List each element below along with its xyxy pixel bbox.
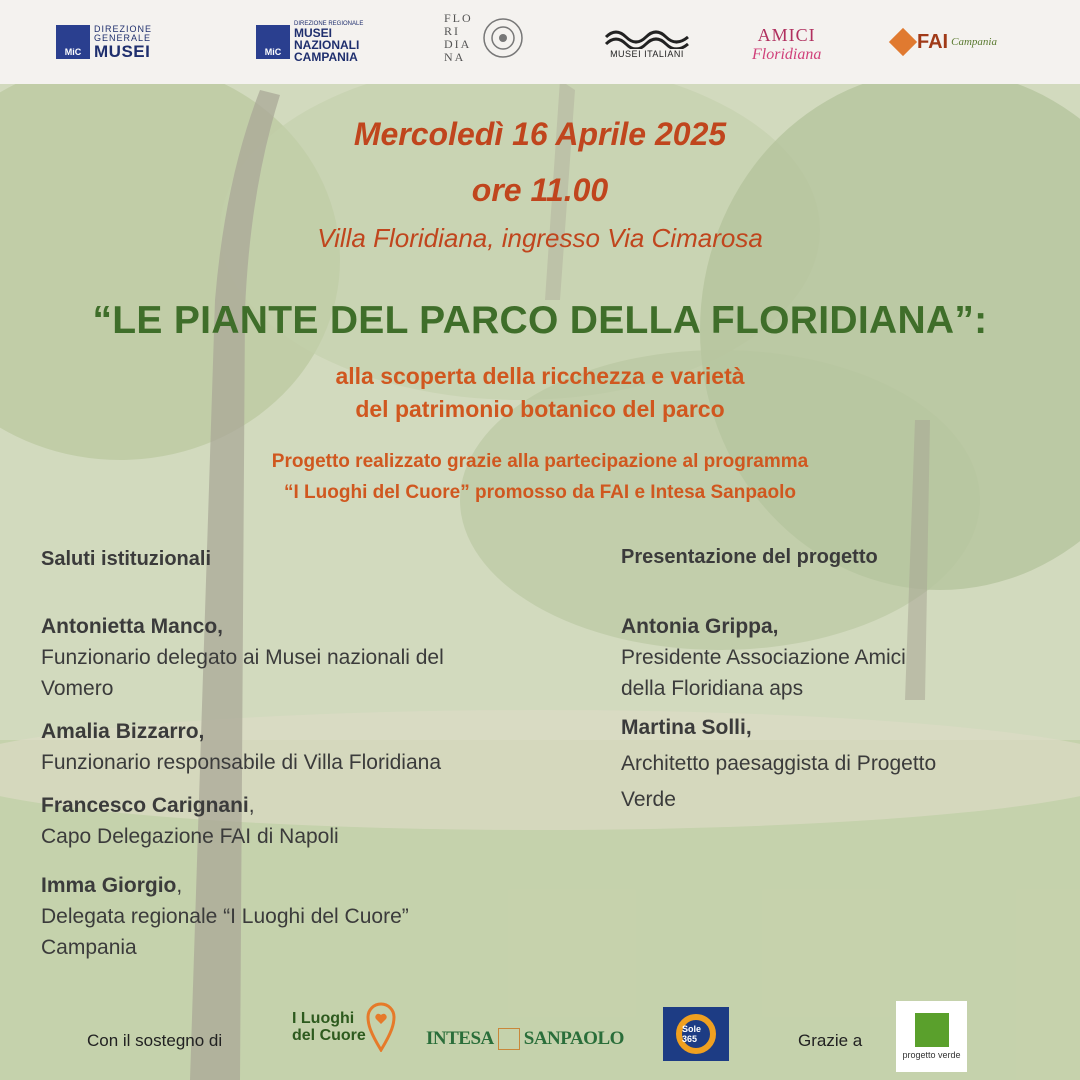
logo-line: FAI — [917, 30, 949, 53]
logo-line: INTESA — [426, 1028, 494, 1049]
speaker-name: Francesco Carignani, — [41, 794, 255, 817]
speaker-role: della Floridiana aps — [621, 677, 804, 700]
event-subtitle: del patrimonio botanico del parco — [355, 396, 725, 422]
speaker-name: Antonia Grippa, — [621, 615, 779, 638]
logo-line: del Cuore — [292, 1027, 366, 1044]
project-note: Progetto realizzato grazie alla partecipazione al programma — [271, 451, 809, 472]
logo-line: I Luoghi — [292, 1010, 355, 1027]
project-presentation-column — [621, 542, 1051, 815]
logo-line: CAMPANIA — [294, 50, 358, 64]
speaker-name: Martina Solli, — [621, 716, 752, 739]
logo-line: MUSEI — [94, 41, 151, 61]
speaker-role: Vomero — [41, 677, 114, 700]
arrows-icon — [915, 1013, 949, 1047]
logo-line: FLO — [444, 11, 473, 25]
logo-bar — [0, 0, 1080, 84]
logo-line: Floridiana — [752, 45, 822, 63]
speaker-name: Antonietta Manco, — [41, 615, 223, 638]
speaker-role: Capo Delegazione FAI di Napoli — [41, 825, 339, 848]
event-date: Mercoledì 16 Aprile 2025 — [353, 116, 727, 152]
logo-line: DIREZIONE — [94, 23, 153, 34]
fai-logo — [893, 18, 997, 66]
location-heart-icon — [366, 1002, 396, 1052]
logo-line: MUSEI ITALIANI — [610, 49, 684, 59]
event-subtitle: alla scoperta della ricchezza e varietà — [335, 363, 745, 389]
speaker-role: Campania — [41, 936, 137, 959]
logo-line: Campania — [951, 36, 997, 48]
mic-badge: MiC — [256, 25, 290, 59]
institutional-greetings-column — [41, 544, 611, 963]
logo-line: GENERALE — [94, 32, 152, 43]
waves-icon — [604, 25, 690, 49]
luoghi-del-cuore-logo — [292, 1002, 396, 1052]
project-note: “I Luoghi del Cuore” promosso da FAI e Intesa Sanpaolo — [283, 482, 796, 503]
logo-line: NA — [444, 50, 466, 64]
intesa-sanpaolo-logo — [426, 1028, 624, 1050]
sole-365-logo — [663, 1007, 729, 1061]
speaker-role: Presidente Associazione Amici — [621, 646, 906, 669]
direzione-generale-musei-logo — [56, 18, 152, 66]
fai-mark-icon — [889, 28, 917, 56]
event-time: ore 11.00 — [471, 172, 609, 208]
mic-badge: MiC — [56, 25, 90, 59]
progetto-verde-logo — [896, 1001, 967, 1072]
rosette-icon — [480, 15, 526, 61]
speaker-role: Verde — [621, 788, 676, 811]
logo-line: DIA — [444, 37, 472, 51]
speaker-role: Funzionario responsabile di Villa Floridiana — [41, 751, 442, 774]
column-heading: Saluti istituzionali — [41, 548, 212, 570]
speaker-role: Delegata regionale “I Luoghi del Cuore” — [41, 905, 409, 928]
amici-floridiana-logo — [752, 20, 821, 68]
speaker-name: Amalia Bizzarro, — [41, 720, 205, 743]
thanks-label: Grazie a — [798, 1031, 863, 1050]
support-label: Con il sostegno di — [87, 1031, 223, 1050]
logo-line: progetto verde — [902, 1050, 961, 1060]
logo-line: SANPAOLO — [523, 1028, 624, 1049]
speaker-role: Architetto paesaggista di Progetto — [621, 752, 937, 775]
event-venue: Villa Floridiana, ingresso Via Cimarosa — [317, 223, 763, 253]
event-title: “LE PIANTE DEL PARCO DELLA FLORIDIANA”: — [92, 299, 988, 342]
musei-italiani-logo — [604, 18, 690, 66]
logo-line: AMICI — [757, 24, 816, 45]
logo-line: NAZIONALI — [294, 38, 360, 52]
column-heading: Presentazione del progetto — [621, 546, 878, 568]
speaker-role: Funzionario delegato ai Musei nazionali del — [41, 646, 444, 669]
logo-line: DIREZIONE REGIONALE — [294, 21, 364, 27]
logo-line: Sole 365 — [676, 1014, 716, 1054]
direzione-regionale-musei-logo — [256, 18, 363, 66]
floridiana-logo — [444, 11, 526, 64]
logo-line: RI — [444, 24, 460, 38]
speaker-name: Imma Giorgio, — [41, 874, 183, 897]
intesa-mark-icon — [498, 1028, 520, 1050]
logo-line: MUSEI — [294, 26, 333, 40]
